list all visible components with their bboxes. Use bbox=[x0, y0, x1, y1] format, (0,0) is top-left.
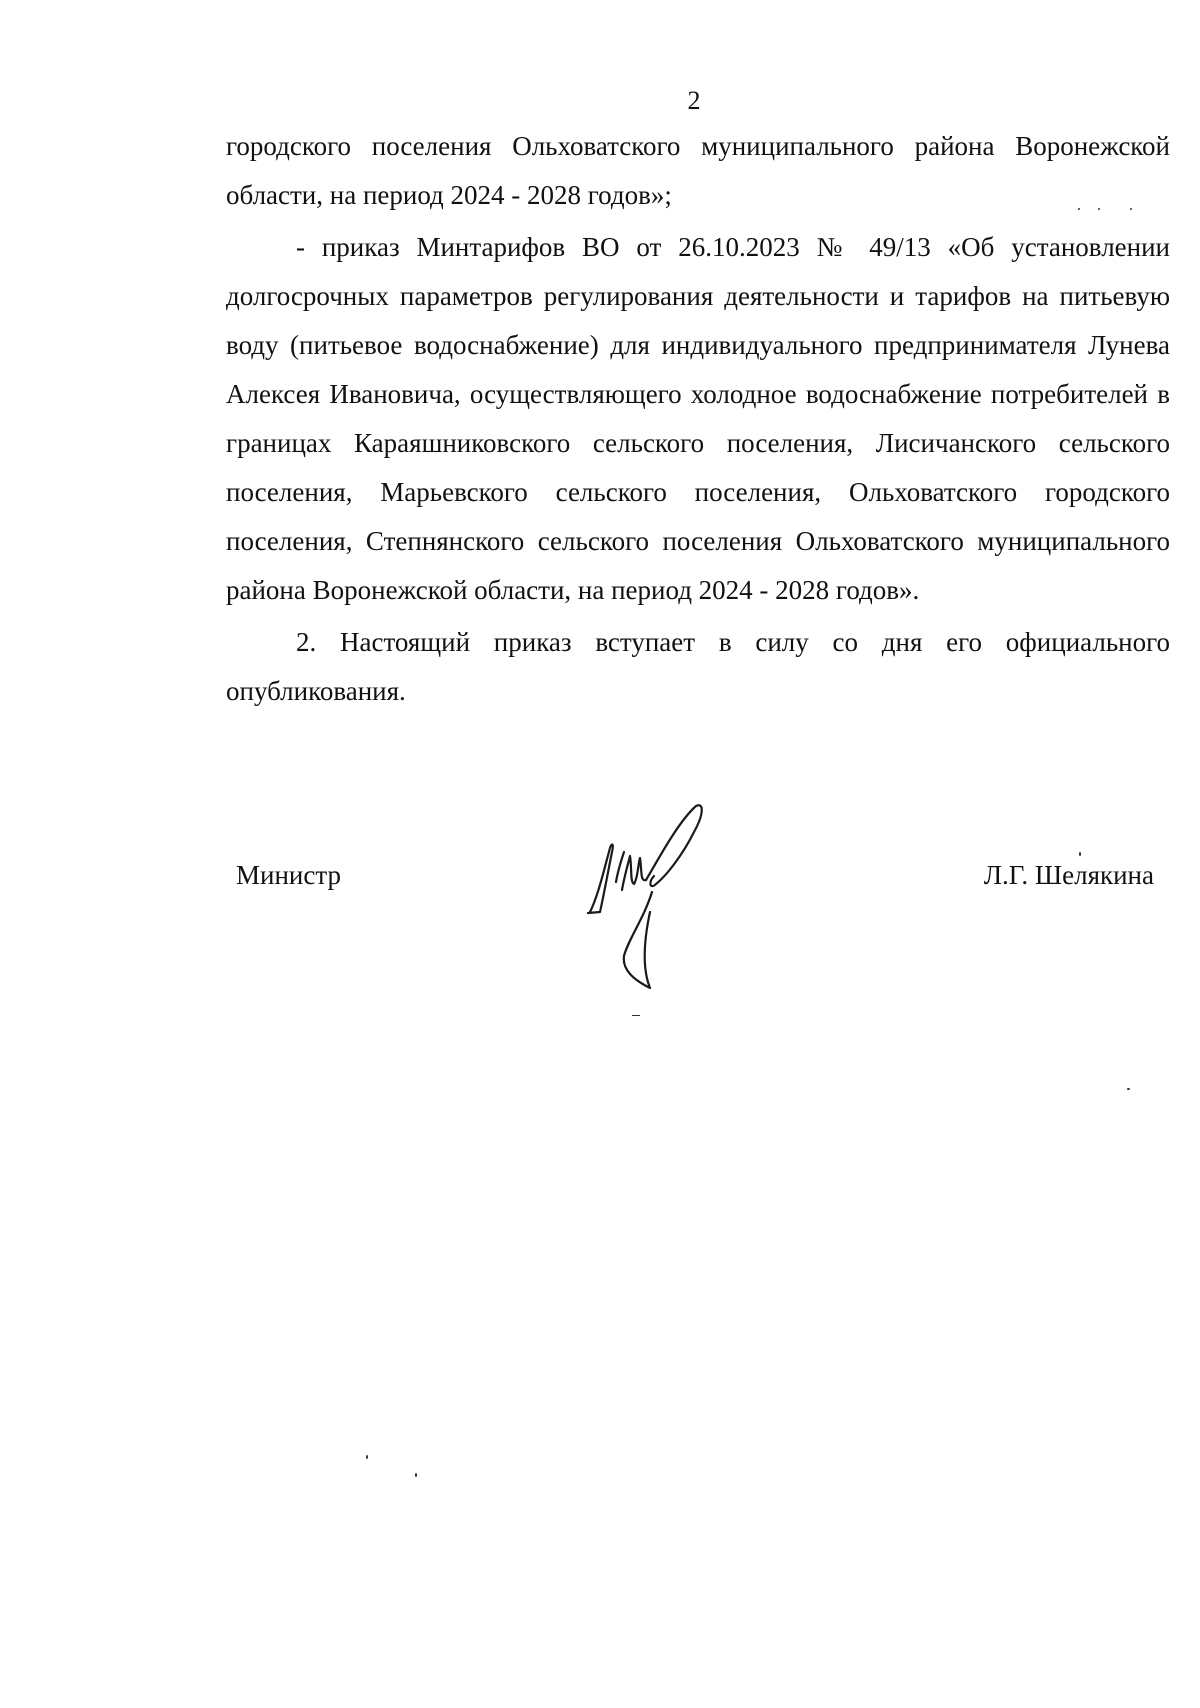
scan-speck bbox=[632, 1015, 640, 1016]
scan-speck bbox=[1098, 208, 1100, 210]
scan-speck bbox=[415, 1473, 417, 1477]
paragraph-order-reference: - приказ Минтарифов ВО от 26.10.2023 № 49/13 «Об установлении долгосрочных параметров регулирования деятельности и тарифов на питьевую воду (питьевое водоснабжение) для индивидуального предпринимателя Лунева Алексея Ивановича, осуществляющего холодное водоснабжение потребителей в границах Караяшниковского сельского поселения, Лисичанского сельского поселения, Марьевского сельского поселения, Ольховатского городского поселения, Степнянского сельского поселения Ольховатского муниципального района Воронежской области, на период 2024 - 2028 годов». bbox=[226, 232, 1170, 605]
scan-speck bbox=[1127, 1088, 1130, 1090]
handwritten-signature bbox=[578, 800, 728, 1000]
scan-speck bbox=[1130, 208, 1132, 210]
signatory-name: Л.Г. Шелякина bbox=[983, 860, 1154, 890]
document-body bbox=[226, 122, 1170, 716]
scan-speck bbox=[1079, 852, 1081, 856]
paragraph-continuation: городского поселения Ольховатского муниципального района Воронежской области, на период 2024 - 2028 годов»; bbox=[226, 131, 1170, 210]
signatory-title: Министр bbox=[236, 860, 341, 890]
scan-speck bbox=[366, 1455, 368, 1459]
paragraph-effective-date: 2. Настоящий приказ вступает в силу со дня его официального опубликования. bbox=[226, 627, 1170, 706]
scan-speck bbox=[1078, 208, 1080, 210]
page-number: 2 bbox=[687, 86, 701, 115]
